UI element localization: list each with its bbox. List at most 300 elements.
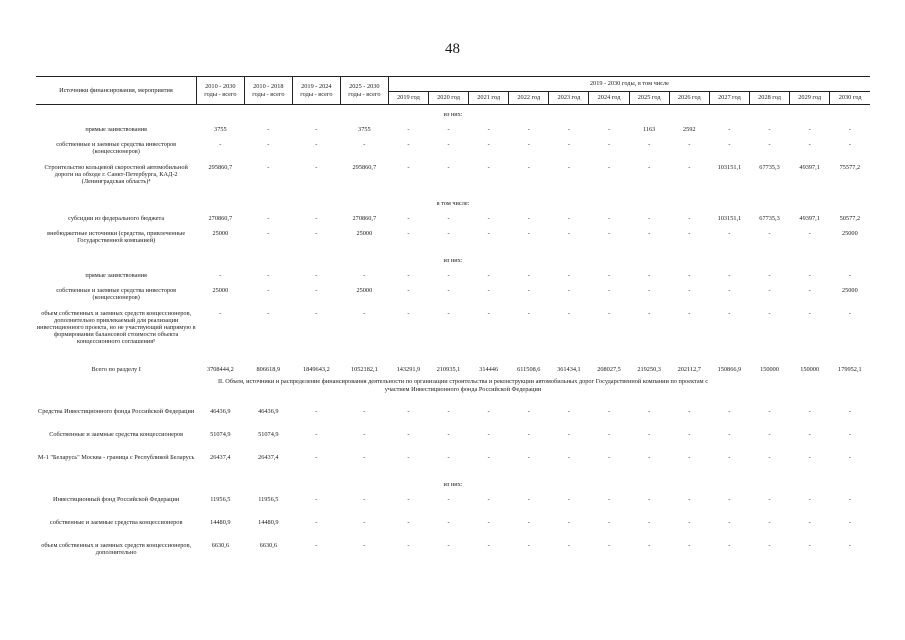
header-total-2010-2018: 2010 - 2018 годы - всего xyxy=(244,77,292,105)
cell-value: - xyxy=(447,126,450,133)
cell-value: - xyxy=(607,519,611,526)
cell-value: - xyxy=(267,164,270,171)
cell-value: - xyxy=(607,454,611,461)
cell-value: 295860,7 xyxy=(208,164,233,171)
cell-value: - xyxy=(315,431,318,438)
row-label: прямые заимствования xyxy=(85,126,147,133)
cell-value: - xyxy=(607,215,611,222)
cell-value: - xyxy=(567,287,570,294)
cell-value: - xyxy=(527,230,530,237)
cell-value: 25000 xyxy=(356,230,373,237)
cell-value: - xyxy=(808,126,811,133)
cell-value: 25000 xyxy=(212,287,229,294)
financing-table xyxy=(36,76,870,563)
cell-value: - xyxy=(447,310,450,317)
cell-value: - xyxy=(219,141,222,148)
cell-value: 150000 xyxy=(760,366,779,373)
cell-value: - xyxy=(363,542,366,549)
cell-value: 3755 xyxy=(358,126,371,133)
subheading-row xyxy=(36,105,870,125)
table-row xyxy=(36,308,870,363)
cell-value: - xyxy=(688,272,691,279)
cell-value: - xyxy=(607,141,611,148)
cell-value: - xyxy=(607,126,611,133)
cell-value: 143291,9 xyxy=(396,366,421,373)
cell-value: - xyxy=(848,496,851,503)
cell-value: - xyxy=(808,542,811,549)
cell-value: 14480,9 xyxy=(210,519,231,526)
cell-value: - xyxy=(315,287,318,294)
cell-value: 150000 xyxy=(800,366,820,373)
cell-value: - xyxy=(728,310,731,317)
cell-value: - xyxy=(567,272,570,279)
cell-value: - xyxy=(768,496,771,503)
cell-value: - xyxy=(648,496,651,503)
cell-value: - xyxy=(447,542,450,549)
header-year-group: 2019 - 2030 годы, в том числе xyxy=(388,77,870,92)
cell-value: - xyxy=(567,230,570,237)
cell-value: - xyxy=(808,230,811,237)
header-year: 2019 год xyxy=(388,92,428,105)
cell-value: - xyxy=(688,141,691,148)
cell-value: 75577,2 xyxy=(839,164,861,171)
cell-value: - xyxy=(808,454,811,461)
cell-value: - xyxy=(315,454,318,461)
cell-value: - xyxy=(487,126,490,133)
cell-value: 67735,3 xyxy=(759,215,780,222)
total-row xyxy=(36,363,870,378)
cell-value: - xyxy=(315,408,318,415)
cell-value: - xyxy=(728,272,731,279)
cell-value: - xyxy=(527,542,530,549)
cell-value: 179952,1 xyxy=(838,366,862,373)
cell-value: - xyxy=(808,272,811,279)
table-row xyxy=(36,213,870,228)
cell-value: - xyxy=(487,287,490,294)
header-year: 2030 год xyxy=(838,94,862,101)
cell-value: - xyxy=(315,215,318,222)
cell-value: - xyxy=(447,230,450,237)
row-label: Собственные и заемные средства концессионеров xyxy=(49,431,184,438)
row-label: М-1 "Беларусь" Москва - граница с Республикой Беларусь xyxy=(37,454,195,461)
cell-value: - xyxy=(487,542,490,549)
cell-value: - xyxy=(768,431,771,438)
cell-value: - xyxy=(808,431,811,438)
cell-value: - xyxy=(848,272,851,279)
cell-value: - xyxy=(407,215,410,222)
cell-value: - xyxy=(688,408,691,415)
row-label: Строительство кольцевой скоростной автомобильной дороги на обходе г. Санкт-Петербурга, КАД-2 (Ленинградская область)⁴ xyxy=(44,164,188,185)
cell-value: - xyxy=(407,519,410,526)
cell-value: - xyxy=(315,496,318,503)
cell-value: - xyxy=(219,310,222,317)
cell-value: - xyxy=(808,519,811,526)
cell-value: 14480,9 xyxy=(258,519,279,526)
cell-value: - xyxy=(607,408,611,415)
subheading-label: в том числе: xyxy=(436,200,470,207)
cell-value: - xyxy=(407,496,410,503)
table-row xyxy=(36,228,870,251)
cell-value: - xyxy=(728,126,731,133)
cell-value: - xyxy=(648,272,651,279)
cell-value: - xyxy=(527,454,530,461)
header-year: 2020 год xyxy=(428,92,468,105)
cell-value: - xyxy=(648,310,651,317)
cell-value: - xyxy=(527,272,530,279)
cell-value: - xyxy=(487,454,490,461)
subheading-row xyxy=(36,251,870,270)
cell-value: - xyxy=(527,287,530,294)
cell-value: - xyxy=(728,519,731,526)
header-year: 2028 год xyxy=(749,92,789,105)
subheading-label: из них: xyxy=(443,257,463,264)
cell-value: 51074,9 xyxy=(258,431,279,438)
cell-value: - xyxy=(607,164,611,171)
header-year: 2022 год xyxy=(509,92,549,105)
cell-value: - xyxy=(315,310,318,317)
cell-value: 150866,9 xyxy=(717,366,742,373)
cell-value: - xyxy=(363,431,366,438)
row-label: Всего по разделу I xyxy=(91,366,141,373)
row-label: объем собственных и заемных средств концессионеров, дополнительно xyxy=(41,542,192,556)
cell-value: 202112,7 xyxy=(677,366,701,373)
cell-value: 26437,4 xyxy=(258,454,279,461)
cell-value: 361434,1 xyxy=(557,366,581,373)
cell-value: - xyxy=(688,519,691,526)
cell-value: - xyxy=(363,408,366,415)
cell-value: - xyxy=(648,215,651,222)
cell-value: - xyxy=(363,310,366,317)
cell-value: - xyxy=(848,408,851,415)
cell-value: - xyxy=(808,141,811,148)
cell-value: - xyxy=(487,310,490,317)
cell-value: - xyxy=(848,126,851,133)
cell-value: - xyxy=(848,310,851,317)
cell-value: - xyxy=(808,287,811,294)
table-row xyxy=(36,517,870,540)
header-year: 2026 год xyxy=(669,92,709,105)
cell-value: - xyxy=(728,287,731,294)
cell-value: - xyxy=(688,431,691,438)
cell-value: - xyxy=(527,126,530,133)
cell-value: 1849643,2 xyxy=(302,366,330,373)
cell-value: - xyxy=(808,408,811,415)
cell-value: - xyxy=(315,126,318,133)
cell-value: - xyxy=(648,519,651,526)
cell-value: - xyxy=(363,272,366,279)
cell-value: 1163 xyxy=(642,126,656,133)
cell-value: - xyxy=(567,519,570,526)
cell-value: 49397,1 xyxy=(799,164,820,171)
cell-value: - xyxy=(407,287,410,294)
cell-value: - xyxy=(768,141,771,148)
cell-value: 611508,6 xyxy=(517,366,541,373)
row-label: собственные и заемные средства инвесторов (концессионеров) xyxy=(56,141,177,155)
cell-value: - xyxy=(607,496,611,503)
cell-value: - xyxy=(728,408,731,415)
cell-value: - xyxy=(768,230,771,237)
cell-value: - xyxy=(407,408,410,415)
row-label: собственные и заемные средства концессионеров xyxy=(49,519,183,526)
cell-value: - xyxy=(219,272,222,279)
header-year: 2027 год xyxy=(709,92,749,105)
cell-value: 11956,5 xyxy=(210,496,231,503)
table-row xyxy=(36,285,870,308)
cell-value: 208027,5 xyxy=(597,366,621,373)
cell-value: - xyxy=(728,431,731,438)
cell-value: - xyxy=(808,496,811,503)
cell-value: - xyxy=(607,431,611,438)
cell-value: - xyxy=(407,230,410,237)
cell-value: 103151,1 xyxy=(717,164,742,171)
cell-value: - xyxy=(407,126,410,133)
header-total-2010-2030: 2010 - 2030 годы - всего xyxy=(196,77,244,105)
cell-value: - xyxy=(527,164,530,171)
cell-value: - xyxy=(728,496,731,503)
cell-value: 6630,6 xyxy=(259,542,277,549)
table-row xyxy=(36,124,870,139)
table-row xyxy=(36,494,870,517)
cell-value: - xyxy=(567,126,570,133)
cell-value: - xyxy=(267,310,270,317)
cell-value: - xyxy=(267,272,270,279)
cell-value: - xyxy=(447,164,450,171)
cell-value: - xyxy=(487,272,490,279)
cell-value: - xyxy=(648,230,651,237)
cell-value: - xyxy=(688,310,691,317)
cell-value: - xyxy=(487,519,490,526)
cell-value: 46436,9 xyxy=(210,408,231,415)
cell-value: - xyxy=(363,496,366,503)
cell-value: - xyxy=(567,431,570,438)
cell-value: 51074,9 xyxy=(210,431,231,438)
cell-value: - xyxy=(315,519,318,526)
header-source-column: Источники финансирования, мероприятия xyxy=(36,77,196,105)
cell-value: 11956,5 xyxy=(258,496,279,503)
cell-value: 2592 xyxy=(682,126,696,133)
cell-value: - xyxy=(768,408,771,415)
cell-value: - xyxy=(447,287,450,294)
cell-value: - xyxy=(848,454,851,461)
cell-value: - xyxy=(648,454,651,461)
cell-value: - xyxy=(487,431,490,438)
header-year: 2025 год xyxy=(629,92,669,105)
cell-value: - xyxy=(768,519,771,526)
table-row xyxy=(36,270,870,285)
cell-value: - xyxy=(527,408,530,415)
cell-value: - xyxy=(447,141,450,148)
cell-value: - xyxy=(267,215,270,222)
cell-value: 26437,4 xyxy=(210,454,231,461)
cell-value: 25000 xyxy=(356,287,373,294)
cell-value: - xyxy=(648,408,651,415)
cell-value: - xyxy=(447,454,450,461)
cell-value: - xyxy=(848,141,851,148)
cell-value: 6630,6 xyxy=(211,542,229,549)
header-total-2025-2030: 2025 - 2030 годы - всего xyxy=(340,77,388,105)
cell-value: - xyxy=(487,215,490,222)
cell-value: - xyxy=(648,287,651,294)
row-label: собственные и заемные средства инвесторов (концессионеров) xyxy=(56,287,177,301)
cell-value: - xyxy=(567,408,570,415)
table-row xyxy=(36,540,870,563)
cell-value: - xyxy=(567,542,570,549)
cell-value: - xyxy=(768,542,771,549)
cell-value: - xyxy=(487,408,490,415)
cell-value: 49397,1 xyxy=(799,215,820,222)
subheading-row xyxy=(36,194,870,213)
cell-value: - xyxy=(768,310,771,317)
table-row xyxy=(36,139,870,162)
cell-value: - xyxy=(527,431,530,438)
cell-value: 3755 xyxy=(214,126,227,133)
cell-value: - xyxy=(648,542,651,549)
cell-value: - xyxy=(567,496,570,503)
section-title: II. Объем, источники и распределение финансирования деятельности по организации строительства и реконструкции автомобильных дорог Государственной компании по проектам с участием Инвестиционного фонда Российской Федерации xyxy=(217,378,709,393)
cell-value: - xyxy=(315,272,318,279)
cell-value: - xyxy=(728,542,731,549)
cell-value: - xyxy=(688,164,691,171)
cell-value: - xyxy=(363,454,366,461)
header-year: 2024 год xyxy=(589,92,629,105)
cell-value: - xyxy=(848,519,851,526)
cell-value: - xyxy=(267,141,270,148)
cell-value: 210935,1 xyxy=(436,366,461,373)
table-row xyxy=(36,406,870,429)
cell-value: - xyxy=(648,141,651,148)
subheading-label: из них: xyxy=(443,111,463,118)
cell-value: 25000 xyxy=(841,287,858,294)
cell-value: - xyxy=(808,310,811,317)
cell-value: - xyxy=(487,230,490,237)
cell-value: - xyxy=(768,287,771,294)
cell-value: - xyxy=(728,230,731,237)
cell-value: 806618,9 xyxy=(256,366,281,373)
cell-value: - xyxy=(688,215,691,222)
cell-value: - xyxy=(407,141,410,148)
cell-value: - xyxy=(487,141,490,148)
cell-value: - xyxy=(728,454,731,461)
cell-value: 3708444,2 xyxy=(206,366,234,373)
cell-value: - xyxy=(447,496,450,503)
cell-value: 270860,7 xyxy=(352,215,377,222)
cell-value: - xyxy=(447,408,450,415)
header-year: 2021 год xyxy=(469,92,509,105)
cell-value: - xyxy=(407,431,410,438)
header-year: 2023 год xyxy=(549,92,589,105)
cell-value: - xyxy=(527,141,530,148)
cell-value: - xyxy=(607,542,611,549)
cell-value: - xyxy=(607,272,611,279)
cell-value: - xyxy=(607,230,611,237)
row-label: Инвестиционный фонд Российской Федерации xyxy=(53,496,180,503)
cell-value: - xyxy=(407,542,410,549)
cell-value: - xyxy=(363,519,366,526)
cell-value: - xyxy=(447,215,450,222)
cell-value: - xyxy=(315,141,318,148)
cell-value: - xyxy=(527,310,530,317)
cell-value: - xyxy=(527,215,530,222)
cell-value: 219250,3 xyxy=(637,366,661,373)
cell-value: - xyxy=(607,287,611,294)
cell-value: - xyxy=(267,126,270,133)
table-row xyxy=(36,452,870,475)
cell-value: 270860,7 xyxy=(208,215,233,222)
cell-value: - xyxy=(768,272,771,279)
cell-value: - xyxy=(768,126,771,133)
cell-value: - xyxy=(315,230,318,237)
cell-value: - xyxy=(648,431,651,438)
table-header xyxy=(36,77,870,105)
cell-value: - xyxy=(407,164,410,171)
cell-value: - xyxy=(407,272,410,279)
cell-value: - xyxy=(315,164,318,171)
cell-value: - xyxy=(567,310,570,317)
cell-value: - xyxy=(567,454,570,461)
cell-value: - xyxy=(407,454,410,461)
cell-value: - xyxy=(848,542,851,549)
cell-value: - xyxy=(487,164,490,171)
cell-value: - xyxy=(315,542,318,549)
cell-value: 67735,3 xyxy=(759,164,780,171)
section-heading-row xyxy=(36,378,870,406)
cell-value: 25000 xyxy=(841,230,858,237)
cell-value: 314446 xyxy=(479,366,499,373)
cell-value: 46436,9 xyxy=(258,408,279,415)
cell-value: - xyxy=(567,164,570,171)
cell-value: - xyxy=(768,454,771,461)
cell-value: - xyxy=(688,287,691,294)
cell-value: - xyxy=(267,230,270,237)
row-label: прямые заимствования xyxy=(85,272,147,279)
cell-value: - xyxy=(407,310,410,317)
subheading-row xyxy=(36,475,870,494)
cell-value: - xyxy=(567,141,570,148)
cell-value: - xyxy=(848,431,851,438)
subheading-label: из них: xyxy=(443,481,463,488)
cell-value: - xyxy=(527,519,530,526)
cell-value: - xyxy=(447,272,450,279)
cell-value: 295860,7 xyxy=(352,164,377,171)
row-label: Средства Инвестиционного фонда Российской Федерации xyxy=(38,408,195,415)
cell-value: - xyxy=(728,141,731,148)
cell-value: - xyxy=(447,519,450,526)
cell-value: - xyxy=(607,310,611,317)
page-number: 48 xyxy=(445,41,460,57)
header-total-2019-2024: 2019 - 2024 годы - всего xyxy=(292,77,340,105)
table-row xyxy=(36,162,870,194)
cell-value: - xyxy=(363,141,366,148)
cell-value: - xyxy=(648,164,651,171)
header-year: 2029 год xyxy=(790,92,830,105)
row-label: субсидии из федерального бюджета xyxy=(68,215,165,222)
cell-value: - xyxy=(567,215,570,222)
cell-value: - xyxy=(688,496,691,503)
table-row xyxy=(36,429,870,452)
cell-value: - xyxy=(527,496,530,503)
cell-value: - xyxy=(447,431,450,438)
cell-value: - xyxy=(688,454,691,461)
cell-value: - xyxy=(487,496,490,503)
row-label: объем собственных и заемных средств концессионеров, дополнительно привлекаемый для реализации инвестиционного проекта, но не участвующий напрямую в формировании балансовой стоимости объекта концессионного соглашения⁵ xyxy=(36,310,196,345)
cell-value: - xyxy=(688,542,691,549)
row-label: внебюджетные источники (средства, привлеченные Государственной компанией) xyxy=(47,230,186,244)
cell-value: 25000 xyxy=(212,230,229,237)
cell-value: - xyxy=(688,230,691,237)
cell-value: - xyxy=(267,287,270,294)
cell-value: 1052182,1 xyxy=(350,366,378,373)
cell-value: 103151,1 xyxy=(717,215,742,222)
